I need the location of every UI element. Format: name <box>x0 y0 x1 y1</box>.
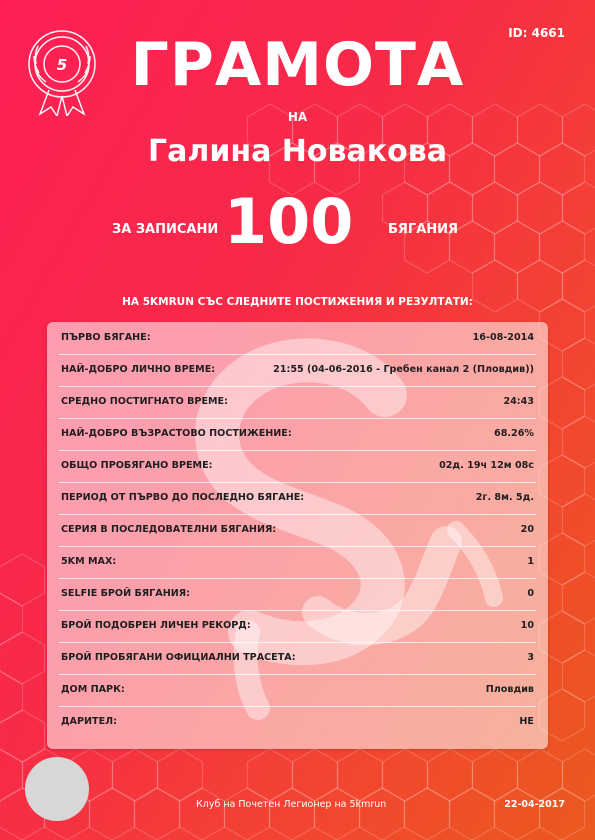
result-value: 3 <box>527 652 534 663</box>
recipient-prefix: НА <box>287 110 308 124</box>
stamp-circle <box>25 757 89 821</box>
results-heading: НА 5KMRUN СЪС СЛЕДНИТЕ ПОСТИЖЕНИЯ И РЕЗУЛТАТИ: <box>122 296 473 308</box>
certificate-id: ID: 4661 <box>508 26 565 40</box>
runs-prefix: ЗА ЗАПИСАНИ <box>112 222 219 237</box>
certificate-title: ГРАМОТА <box>130 30 465 100</box>
result-row <box>59 450 536 483</box>
svg-text:5: 5 <box>56 56 68 74</box>
result-label: СЕРИЯ В ПОСЛЕДОВАТЕЛНИ БЯГАНИЯ: <box>61 524 277 535</box>
result-row <box>59 354 536 387</box>
result-value: Пловдив <box>485 684 534 695</box>
result-row <box>59 706 536 738</box>
result-row <box>59 482 536 515</box>
result-value: 1 <box>527 556 534 567</box>
footer-date: 22-04-2017 <box>504 799 565 810</box>
result-row <box>59 610 536 643</box>
result-label: БРОЙ ПОДОБРЕН ЛИЧЕН РЕКОРД: <box>61 620 251 631</box>
result-row <box>59 418 536 451</box>
result-row <box>59 642 536 675</box>
result-row <box>59 546 536 579</box>
result-value: 20 <box>520 524 534 535</box>
result-row <box>59 322 536 355</box>
result-label: СРЕДНО ПОСТИГНАТО ВРЕМЕ: <box>61 396 228 407</box>
result-label: ДОМ ПАРК: <box>61 684 125 695</box>
result-row <box>59 386 536 419</box>
runs-count: 100 <box>224 185 354 258</box>
footer-club-name: Клуб на Почетен Легионер на 5kmrun <box>196 799 387 810</box>
result-label: ДАРИТЕЛ: <box>61 716 117 727</box>
result-value: 02д. 19ч 12м 08с <box>439 460 534 471</box>
result-value: 10 <box>520 620 534 631</box>
runs-suffix: БЯГАНИЯ <box>388 222 459 237</box>
result-label: НАЙ-ДОБРО ЛИЧНО ВРЕМЕ: <box>61 364 216 375</box>
result-value: 16-08-2014 <box>472 332 534 343</box>
result-label: ПЪРВО БЯГАНЕ: <box>61 332 151 343</box>
results-panel <box>47 322 548 749</box>
result-row <box>59 514 536 547</box>
result-label: ПЕРИОД ОТ ПЪРВО ДО ПОСЛЕДНО БЯГАНЕ: <box>61 492 305 503</box>
result-row <box>59 674 536 707</box>
result-label: БРОЙ ПРОБЯГАНИ ОФИЦИАЛНИ ТРАСЕТА: <box>61 652 296 663</box>
result-value: НЕ <box>519 716 534 727</box>
result-label: SELFIE БРОЙ БЯГАНИЯ: <box>61 588 190 599</box>
result-label: 5KM MAX: <box>61 556 117 567</box>
result-value: 24:43 <box>503 396 534 407</box>
result-label: НАЙ-ДОБРО ВЪЗРАСТОВО ПОСТИЖЕНИЕ: <box>61 428 292 439</box>
recipient-name: Галина Новакова <box>148 134 447 169</box>
result-row <box>59 578 536 611</box>
result-value: 68.26% <box>494 428 534 439</box>
result-value: 21:55 (04-06-2016 - Гребен канал 2 (Пловдив)) <box>273 364 534 375</box>
result-value: 0 <box>527 588 534 599</box>
result-value: 2г. 8м. 5д. <box>475 492 534 503</box>
result-label: ОБЩО ПРОБЯГАНО ВРЕМЕ: <box>61 460 213 471</box>
